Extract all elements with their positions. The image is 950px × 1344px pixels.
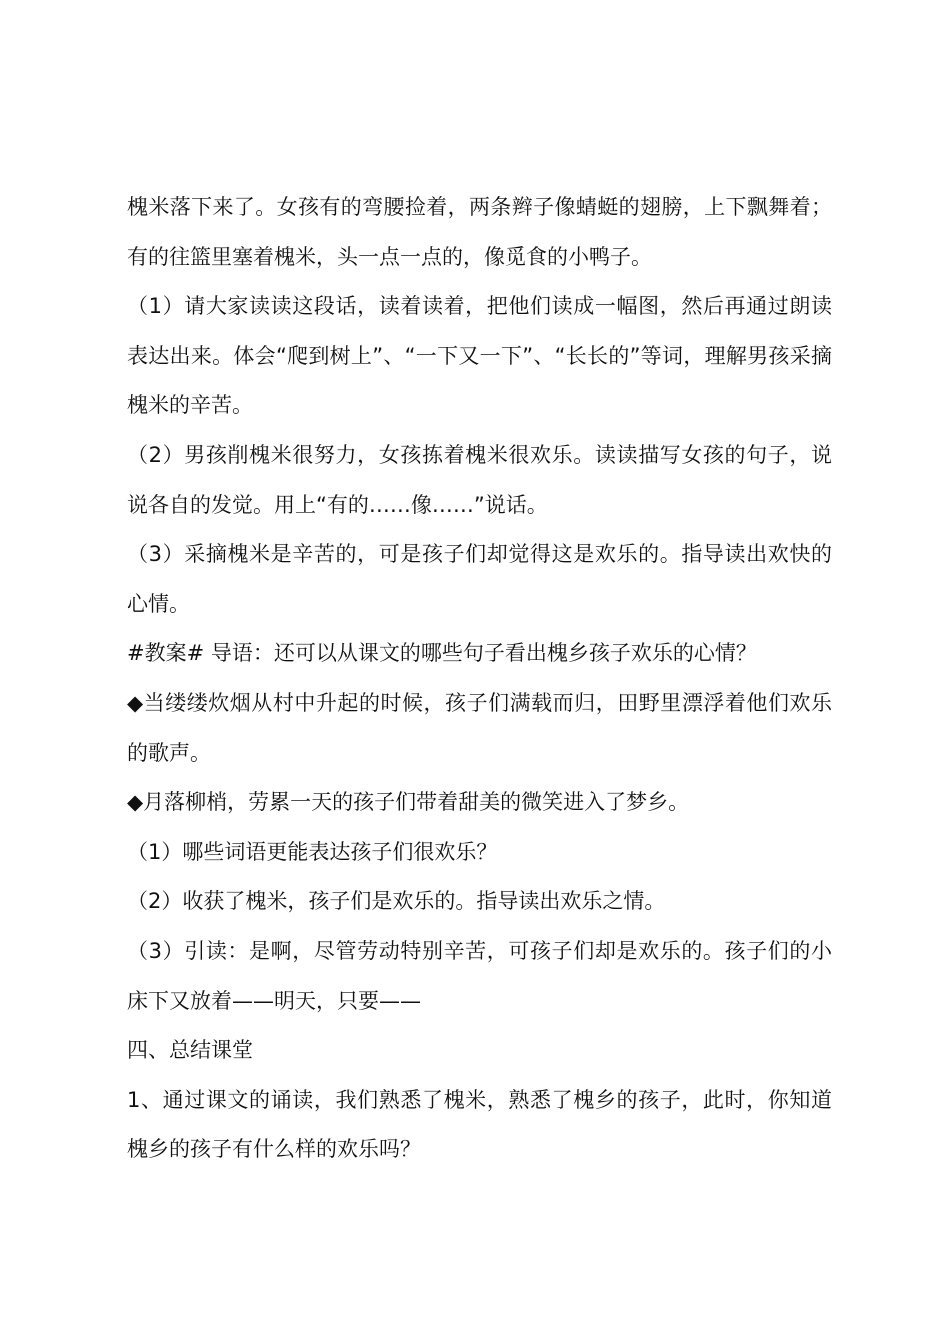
paragraph-bullet-moon: ◆月落柳梢，劳累一天的孩子们带着甜美的微笑进入了梦乡。	[127, 790, 690, 815]
section-heading-summary: 四、总结课堂	[127, 1038, 253, 1063]
paragraph-summary-1: 1、通过课文的诵读，我们熟悉了槐米，熟悉了槐乡的孩子，此时，你知道槐乡的孩子有什么样的欢乐吗？	[127, 1087, 832, 1162]
paragraph-question-3: （3）引读：是啊，尽管劳动特别辛苦，可孩子们却是欢乐的。孩子们的小床下又放着——明天，只要——	[127, 938, 832, 1013]
paragraph-step-2-girls: （2）男孩削槐米很努力，女孩拣着槐米很欢乐。读读描写女孩的句子，说说各自的发觉。用上“有的……像……”说话。	[127, 442, 832, 517]
paragraph-question-2: （2）收获了槐米，孩子们是欢乐的。指导读出欢乐之情。	[127, 889, 666, 914]
paragraph-question-1: （1）哪些词语更能表达孩子们很欢乐？	[127, 839, 498, 864]
paragraph-bullet-smoke: ◆当缕缕炊烟从村中升起的时候，孩子们满载而归，田野里漂浮着他们欢乐的歌声。	[127, 690, 832, 765]
paragraph-girls-picking: 槐米落下来了。女孩有的弯腰捡着，两条辫子像蜻蜓的翅膀，上下飘舞着；有的往篮里塞着槐米，头一点一点的，像觅食的小鸭子。	[127, 195, 832, 269]
paragraph-step-3-joyful: （3）采摘槐米是辛苦的，可是孩子们却觉得这是欢乐的。指导读出欢快的心情。	[127, 542, 832, 616]
document-body	[127, 183, 832, 1175]
paragraph-step-1-read-aloud: （1）请大家读读这段话，读着读着，把他们读成一幅图，然后再通过朗读表达出来。体会“爬到树上”、“一下又一下”、“长长的”等词，理解男孩采摘槐米的辛苦。	[127, 294, 832, 418]
paragraph-lesson-intro: #教案# 导语：还可以从课文的哪些句子看出槐乡孩子欢乐的心情？	[127, 641, 757, 666]
